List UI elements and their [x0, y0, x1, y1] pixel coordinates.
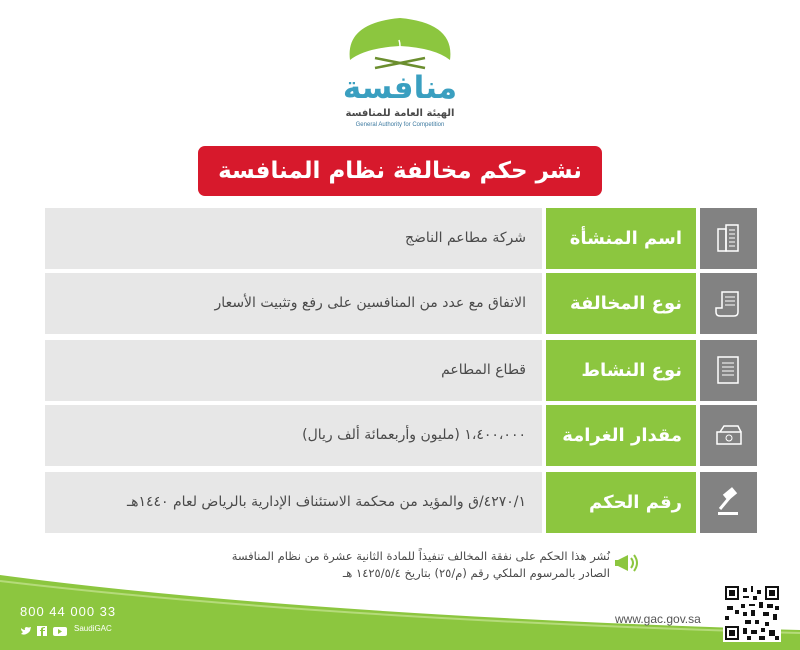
- row-value: شركة مطاعم الناضج: [404, 230, 526, 246]
- row-icon-box: [700, 472, 757, 533]
- row-icon-box: [700, 273, 757, 334]
- info-row-fine: [45, 405, 757, 466]
- row-label-box: [546, 405, 696, 466]
- document-scroll-icon: [714, 288, 742, 318]
- row-value: قطاع المطاعم: [441, 362, 526, 378]
- info-row-ruling: [45, 472, 757, 533]
- row-label-box: [546, 340, 696, 401]
- row-icon-box: [700, 208, 757, 269]
- website-link[interactable]: www.gac.gov.sa: [615, 612, 701, 626]
- gavel-icon: [714, 487, 744, 517]
- logo: [335, 8, 465, 140]
- youtube-icon[interactable]: [53, 627, 67, 636]
- phone-number[interactable]: 800 44 000 33: [20, 604, 117, 619]
- facebook-icon[interactable]: [37, 626, 47, 636]
- row-value: ٤٢٧٠/١/ق والمؤيد من محكمة الاستئناف الإدارية بالرياض لعام ١٤٤٠هـ: [127, 494, 526, 510]
- row-value: ١،٤٠٠،٠٠٠ (مليون وأربعمائة ألف ريال): [302, 427, 526, 443]
- logo-subtitle-ar: الهيئة العامة للمنافسة: [345, 108, 455, 119]
- row-label-box: [546, 273, 696, 334]
- row-label: مقدار الغرامة: [562, 425, 682, 446]
- row-value-box: [45, 472, 542, 533]
- twitter-icon[interactable]: [21, 627, 31, 635]
- row-label: اسم المنشأة: [569, 228, 682, 249]
- info-row-facility: [45, 208, 757, 269]
- row-value: الاتفاق مع عدد من المنافسين على رفع وتثبيت الأسعار: [214, 295, 526, 311]
- row-label: نوع النشاط: [581, 360, 682, 381]
- row-value-box: [45, 208, 542, 269]
- social-handle[interactable]: SaudiGAC: [74, 624, 112, 633]
- list-document-icon: [714, 355, 742, 385]
- info-row-activity: [45, 340, 757, 401]
- row-value-box: [45, 273, 542, 334]
- row-icon-box: [700, 405, 757, 466]
- publication-note: نُشر هذا الحكم على نفقة المخالف تنفيذاً للمادة الثانية عشرة من نظام المنافسة الصادر بالمرسوم الملكي رقم (م/٢٥) بتاريخ ١٤٢٥/٥/٤ هـ: [231, 549, 610, 580]
- page-title: نشر حكم مخالفة نظام المنافسة: [198, 146, 602, 196]
- info-row-violation: [45, 273, 757, 334]
- logo-name: منافسة: [342, 70, 458, 106]
- logo-subtitle-en: General Authority for Competition: [355, 122, 445, 128]
- building-icon: [714, 223, 742, 253]
- row-value-box: [45, 405, 542, 466]
- row-label: رقم الحكم: [588, 492, 682, 513]
- row-icon-box: [700, 340, 757, 401]
- row-label: نوع المخالفة: [570, 293, 682, 314]
- money-icon: [714, 420, 744, 450]
- row-label-box: [546, 208, 696, 269]
- logo-palm-swords: [335, 8, 465, 78]
- social-icons: [20, 622, 72, 641]
- qr-code[interactable]: [723, 584, 781, 642]
- row-value-box: [45, 340, 542, 401]
- row-label-box: [546, 472, 696, 533]
